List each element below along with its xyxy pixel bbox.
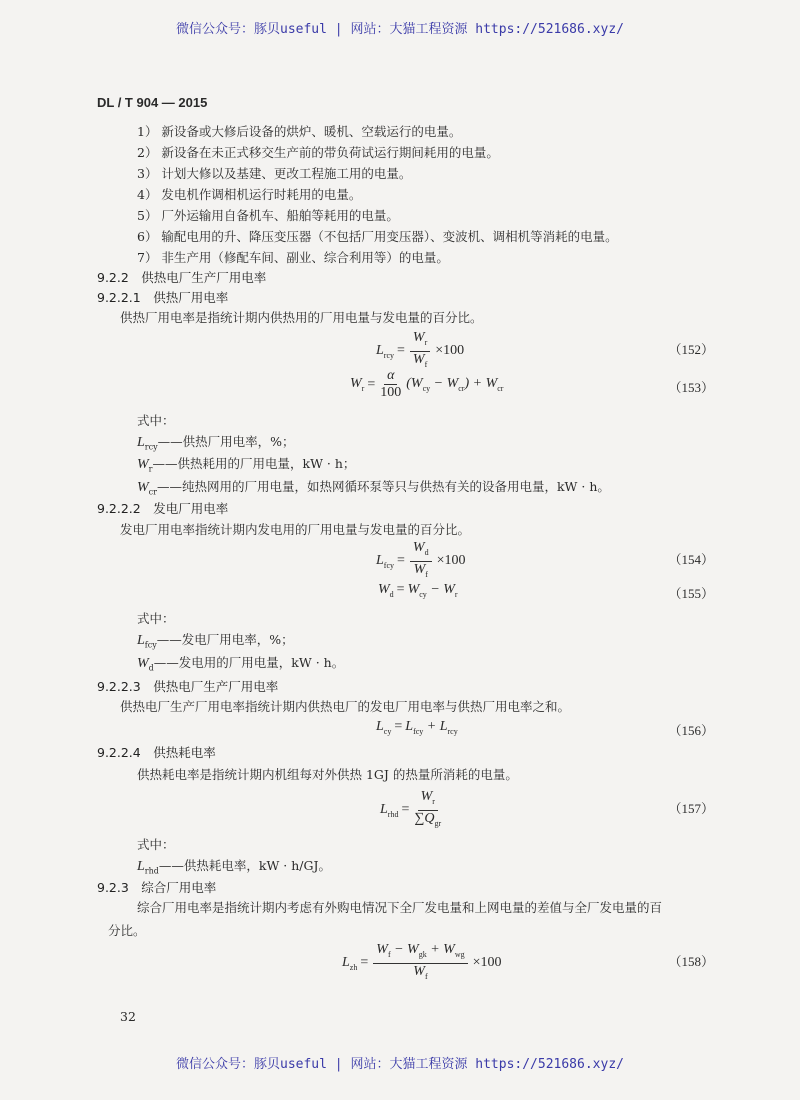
- section-heading: 9.2.2.3 供热电厂生产厂用电率: [97, 679, 279, 694]
- equation-number: （155）: [668, 586, 714, 601]
- paragraph: 发电厂用电率指统计期内发电用的厂用电量与发电量的百分比。: [120, 522, 471, 537]
- where-label: 式中：: [137, 413, 175, 428]
- watermark-top: 微信公众号：豚贝useful | 网站：大猫工程资源 https://521686.xyz/: [176, 22, 624, 37]
- list-item: 5） 厂外运输用自备机车、船舶等耗用的电量。: [137, 208, 399, 223]
- paragraph: 供热电厂生产厂用电率指统计期内供热电厂的发电厂用电率与供热厂用电率之和。: [120, 699, 571, 714]
- list-item: 4） 发电机作调相机运行时耗用的电量。: [137, 187, 362, 202]
- formula-153: $W_r$ = $\frac{\alpha}{100}$ $(W_{cy} - W_{cr}) + W_{cr}$: [350, 368, 504, 400]
- definition: $W_r——$供热耗用的厂用电量，kW · h；: [137, 456, 356, 474]
- definition: $L_{rhd}——$供热耗电率，kW · h/GJ。: [137, 858, 332, 876]
- equation-number: （156）: [668, 723, 714, 738]
- section-heading: 9.2.2.1 供热厂用电率: [97, 290, 229, 305]
- section-heading: 9.2.2 供热电厂生产厂用电率: [97, 270, 267, 285]
- definition: $L_{fcy}——$发电厂用电率，%；: [137, 632, 294, 650]
- equation-number: （157）: [668, 801, 714, 816]
- paragraph: 综合厂用电率是指统计期内考虑有外购电情况下全厂发电量和上网电量的差值与全厂发电量的百: [137, 900, 663, 915]
- definition: $W_d——$发电用的厂用电量，kW · h。: [137, 655, 345, 673]
- definition: $W_{cr}——$纯热网用的厂用电量，如热网循环泵等只与供热有关的设备用电量，kW · h。: [137, 479, 610, 497]
- watermark-bottom: 微信公众号：豚贝useful | 网站：大猫工程资源 https://521686.xyz/: [176, 1057, 624, 1072]
- where-label: 式中：: [137, 611, 175, 626]
- list-item: 6） 输配电用的升、降压变压器（不包括厂用变压器）、变波机、调相机等消耗的电量。: [137, 229, 618, 244]
- list-item: 7） 非生产用（修配车间、副业、综合利用等）的电量。: [137, 250, 449, 265]
- formula-154: $L_{fcy}$ = $\frac{W_d}{W_f}$ ×100: [376, 540, 466, 579]
- definition: $L_{rcy}——$供热厂用电率，%；: [137, 434, 295, 452]
- section-heading: 9.2.2.4 供热耗电率: [97, 745, 216, 760]
- section-heading: 9.2.2.2 发电厂用电率: [97, 501, 229, 516]
- running-header: DL / T 904 — 2015: [97, 95, 208, 110]
- page-number: 32: [120, 1009, 136, 1024]
- formula-156: $L_{cy}$ = $L_{fcy} + L_{rcy}$: [376, 719, 458, 736]
- equation-number: （154）: [668, 552, 714, 567]
- formula-152: $L_{rcy}$ = $\frac{W_r}{W_f}$ ×100: [376, 330, 465, 369]
- formula-158: $L_{zh}$ = $\frac{W_f - W_{gk} + W_{wg}}{W_f}$ ×100: [342, 942, 502, 981]
- paragraph-continued: 分比。: [108, 923, 146, 938]
- equation-number: （158）: [668, 954, 714, 969]
- formula-157: $L_{rhd}$ = $\frac{W_r}{\sum Q_{gr}}$: [380, 789, 442, 828]
- equation-number: （152）: [668, 342, 714, 357]
- list-item: 3） 计划大修以及基建、更改工程施工用的电量。: [137, 166, 412, 181]
- list-item: 1） 新设备或大修后设备的烘炉、暖机、空载运行的电量。: [137, 124, 462, 139]
- where-label: 式中：: [137, 837, 175, 852]
- equation-number: （153）: [668, 380, 714, 395]
- paragraph: 供热耗电率是指统计期内机组每对外供热 1GJ 的热量所消耗的电量。: [137, 767, 518, 782]
- section-heading: 9.2.3 综合厂用电率: [97, 880, 217, 895]
- formula-155: $W_d$ = $W_{cy} - W_r$: [378, 582, 458, 599]
- paragraph: 供热厂用电率是指统计期内供热用的厂用电量与发电量的百分比。: [120, 310, 483, 325]
- list-item: 2） 新设备在未正式移交生产前的带负荷试运行期间耗用的电量。: [137, 145, 499, 160]
